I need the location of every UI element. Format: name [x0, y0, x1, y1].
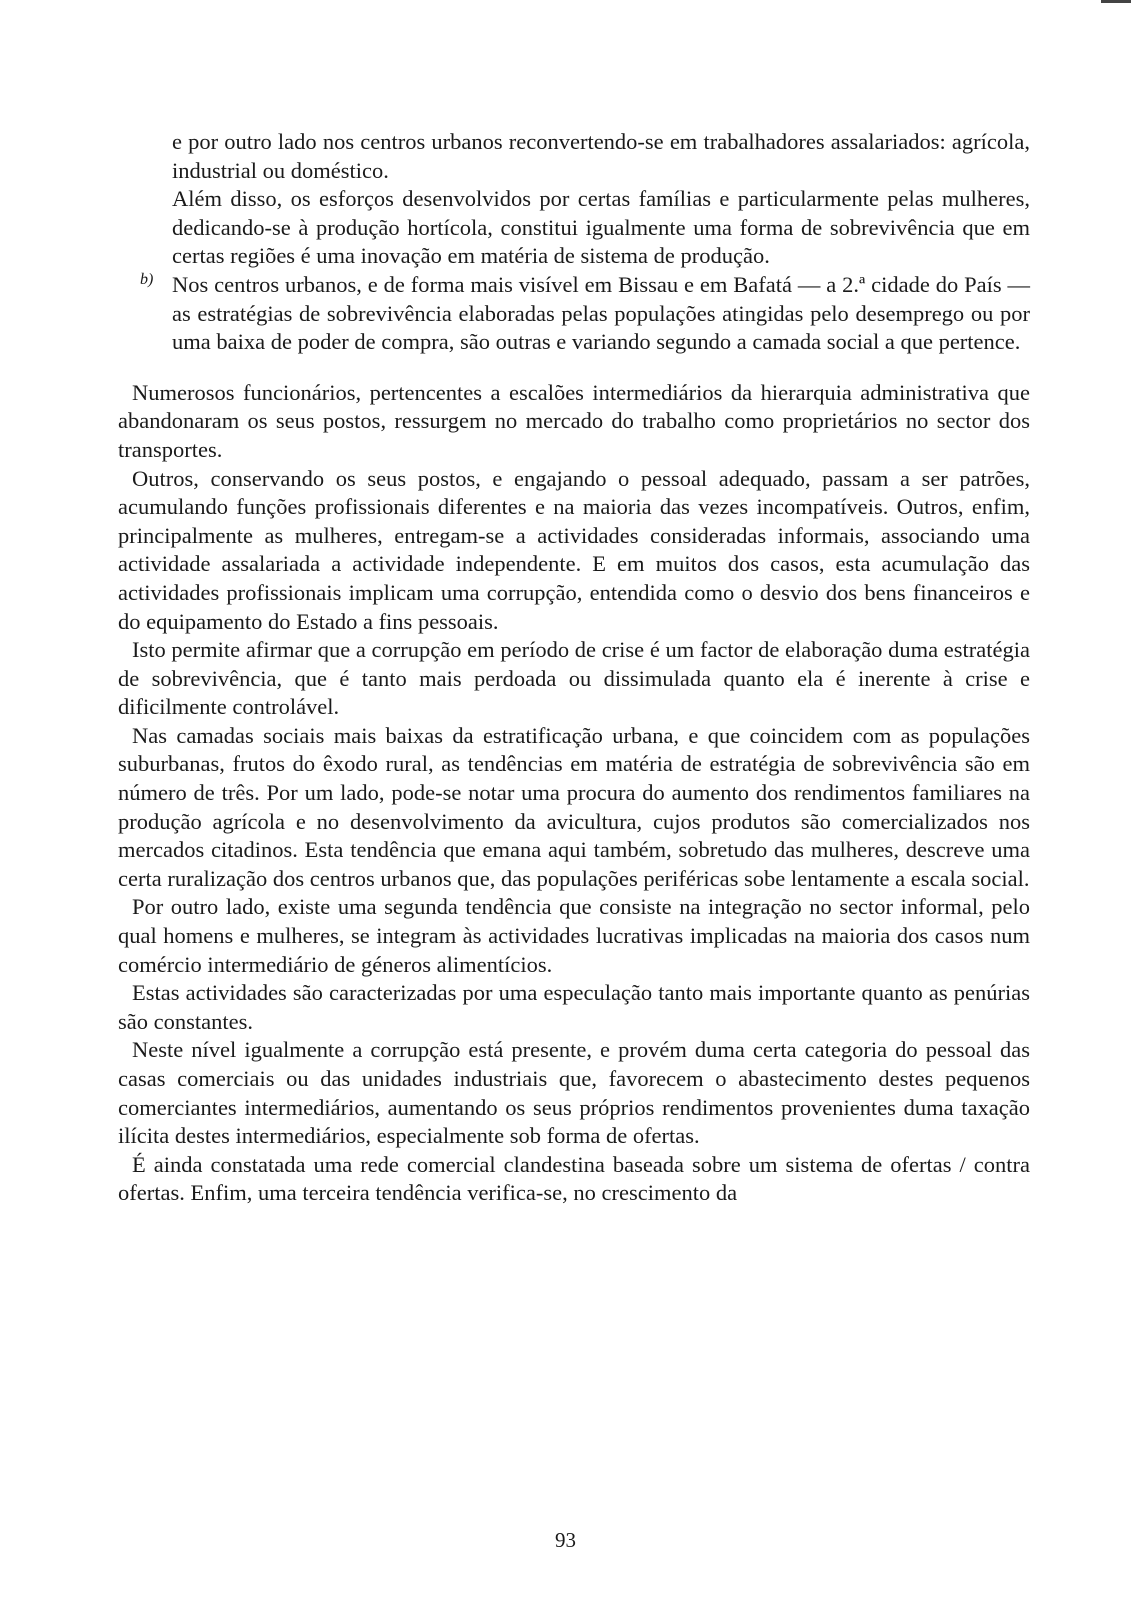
paragraph-2: Outros, conservando os seus postos, e engajando o pessoal adequado, passam a ser patrões, acumulando funções profissionais diferentes e na maioria das vezes incompatíveis. Outros, enfim, principalmente as mulheres, entregam-se a actividades consideradas informais, associando uma actividade assalariada a actividade independente. E em muitos dos casos, esta acumulação das actividades profissionais implicam uma corrupção, entendida como o desvio dos bens financeiros e do equipamento do Estado a fins pessoais.: [118, 465, 1030, 634]
continued-section: [118, 128, 1030, 357]
section-gap: [118, 357, 1030, 379]
paragraph-6: Estas actividades são caracterizadas por uma especulação tanto mais importante quanto as penúrias são constantes.: [118, 980, 1030, 1034]
paragraph-5: Por outro lado, existe uma segunda tendência que consiste na integração no sector informal, pelo qual homens e mulheres, se integram às actividades lucrativas implicadas na maioria dos casos num comércio intermediário de géneros alimentícios.: [118, 894, 1030, 977]
continued-line-1: e por outro lado nos centros urbanos reconvertendo-se em trabalhadores assalariados: agrícola, industrial ou doméstico.: [172, 129, 1030, 183]
list-marker-b: b): [140, 270, 154, 288]
page-number: 93: [555, 1528, 576, 1552]
paragraph-3: Isto permite afirmar que a corrupção em período de crise é um factor de elaboração duma estratégia de sobrevivência, que é tanto mais perdoada ou dissimulada quanto ela é inerente à crise e dificilmente controlável.: [118, 637, 1030, 720]
paragraph-7: Neste nível igualmente a corrupção está presente, e provém duma certa categoria do pessoal das casas comerciais ou das unidades industriais que, favorecem o abastecimento destes pequenos comerciantes intermediários, aumentando os seus próprios rendimentos provenientes duma taxação ilícita destes intermediários, especialmente sob forma de ofertas.: [118, 1037, 1030, 1149]
paragraph-8: É ainda constatada uma rede comercial clandestina baseada sobre um sistema de ofertas / contra ofertas. Enfim, uma terceira tendência verifica-se, no crescimento da: [118, 1151, 1030, 1206]
page-body: [118, 128, 1030, 1208]
paragraph-1: Numerosos funcionários, pertencentes a escalões intermediários da hierarquia administrativa que abandonaram os seus postos, ressurgem no mercado do trabalho como proprietários no sector dos transportes.: [118, 379, 1030, 462]
scan-edge-mark: [1101, 0, 1131, 3]
paragraph-4: Nas camadas sociais mais baixas da estratificação urbana, e que coincidem com as populações suburbanas, frutos do êxodo rural, as tendências em matéria de estratégia de sobrevivência são em número de três. Por um lado, pode-se notar uma procura do aumento dos rendimentos familiares na produção agrícola e no desenvolvimento da avicultura, cujos produtos são comercializados nos mercados citadinos. Esta tendência que emana aqui também, sobretudo das mulheres, descreve uma certa ruralização dos centros urbanos que, das populações periféricas sobe lentamente a escala social.: [118, 722, 1030, 891]
list-item-b: [140, 270, 1030, 357]
list-item-b-text: Nos centros urbanos, e de forma mais visível em Bissau e em Bafatá — a 2.ª cidade do País — as estratégias de sobrevivência elaboradas pelas populações atingidas pelo desemprego ou por uma baixa de poder de compra, são outras e variando segundo a camada social a que pertence.: [172, 271, 1030, 355]
continued-line-2: Além disso, os esforços desenvolvidos por certas famílias e particularmente pelas mulheres, dedicando-se à produção hortícola, constitui igualmente uma forma de sobrevivência que em certas regiões é uma inovação em matéria de sistema de produção.: [172, 186, 1030, 269]
